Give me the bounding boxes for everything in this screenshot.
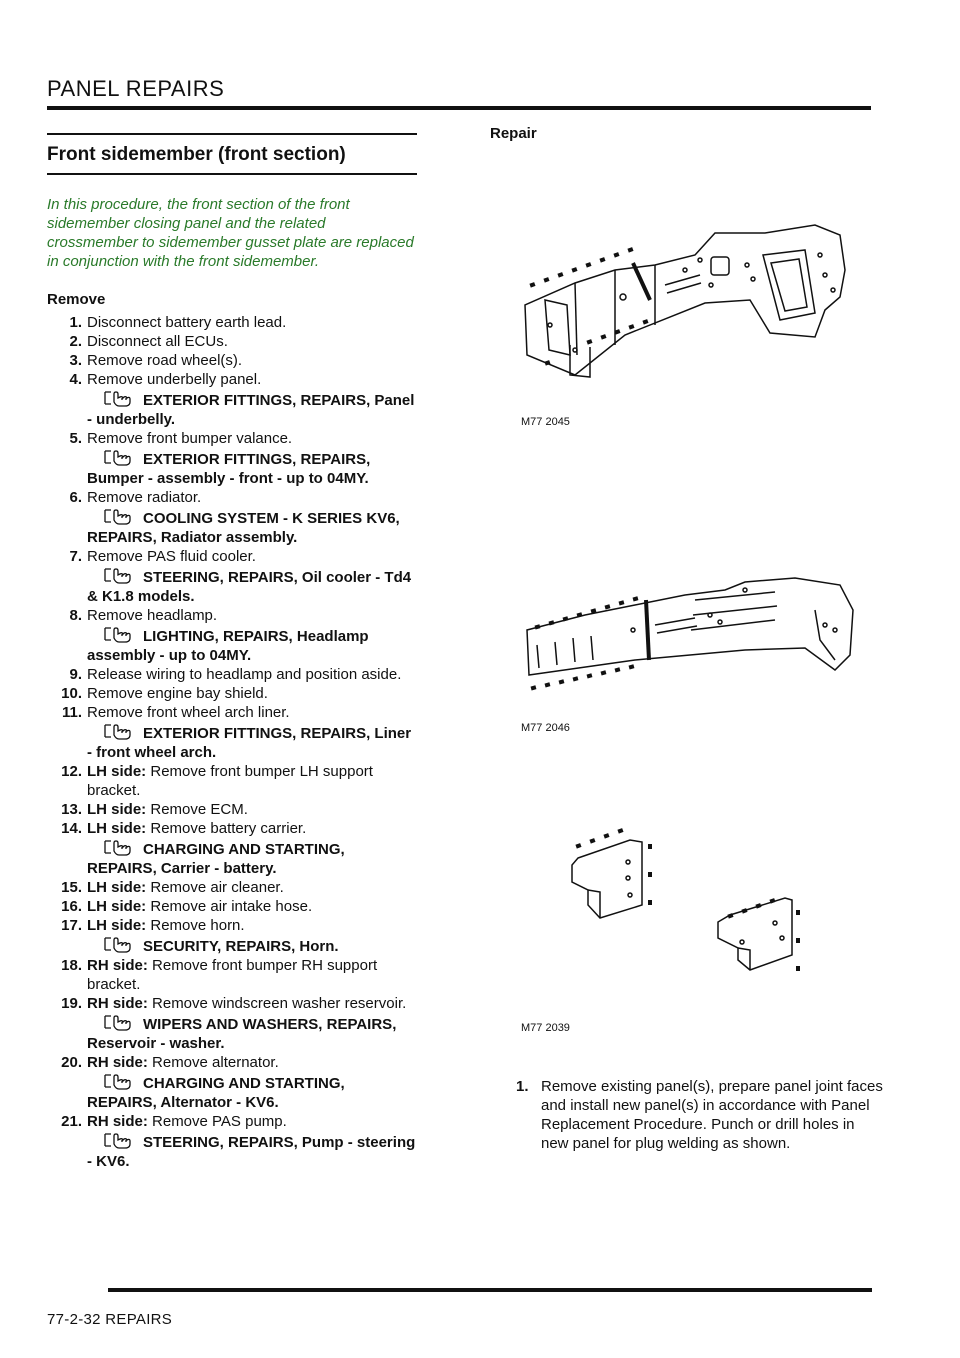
remove-step: [47, 547, 417, 566]
cross-reference-text: EXTERIOR FITTINGS, REPAIRS, Liner - front wheel arch.: [87, 725, 412, 761]
cross-reference-link[interactable]: [47, 838, 417, 878]
remove-step: [47, 878, 417, 897]
step-text: Remove front bumper valance.: [87, 430, 293, 447]
step-number: 3.: [69, 352, 82, 369]
cross-reference-link[interactable]: [47, 389, 417, 429]
step-number: 6.: [69, 489, 82, 506]
remove-step: [47, 684, 417, 703]
remove-step: [47, 429, 417, 448]
step-number: 16.: [61, 898, 82, 915]
cross-reference-link[interactable]: [47, 507, 417, 547]
remove-step: [47, 956, 417, 994]
page-footer: 77-2-32 REPAIRS: [47, 1311, 173, 1328]
cross-reference-text: COOLING SYSTEM - K SERIES KV6, REPAIRS, Radiator assembly.: [87, 510, 400, 546]
remove-step: [47, 351, 417, 370]
pointing-hand-icon: [103, 838, 135, 856]
step-text: Remove windscreen washer reservoir.: [152, 995, 407, 1012]
section-rule-top: [47, 133, 417, 135]
step-text: Remove front wheel arch liner.: [87, 704, 290, 721]
step-text: Disconnect battery earth lead.: [87, 314, 287, 331]
remove-step: [47, 665, 417, 684]
sidemember-figure-illustration: [515, 215, 855, 385]
pointing-hand-icon: [103, 507, 135, 525]
cross-reference-text: STEERING, REPAIRS, Oil cooler - Td4 & K1.8 models.: [87, 569, 412, 605]
step-text: Remove front bumper RH support bracket.: [87, 957, 378, 993]
header-rule: [47, 106, 871, 110]
cross-reference-text: EXTERIOR FITTINGS, REPAIRS, Bumper - assembly - front - up to 04MY.: [87, 451, 371, 487]
remove-step: [47, 819, 417, 838]
cross-reference-link[interactable]: [47, 1072, 417, 1112]
cross-reference-text: CHARGING AND STARTING, REPAIRS, Alternator - KV6.: [87, 1075, 345, 1111]
pointing-hand-icon: [103, 566, 135, 584]
remove-steps-list: [47, 313, 417, 1171]
step-text: Remove battery carrier.: [150, 820, 307, 837]
step-side-label: LH side:: [87, 820, 147, 837]
cross-reference-text: EXTERIOR FITTINGS, REPAIRS, Panel - underbelly.: [87, 392, 415, 428]
remove-step: [47, 994, 417, 1013]
pointing-hand-icon: [103, 722, 135, 740]
section-rule-bottom: [47, 173, 417, 175]
step-number: 13.: [61, 801, 82, 818]
remove-step: [47, 370, 417, 389]
step-number: 11.: [61, 704, 82, 721]
step-number: 1.: [516, 1078, 529, 1095]
step-side-label: RH side:: [87, 1054, 148, 1071]
step-side-label: LH side:: [87, 917, 147, 934]
remove-step: [47, 800, 417, 819]
step-number: 2.: [69, 333, 82, 350]
weld-marks-closing: [531, 596, 639, 690]
cross-reference-link[interactable]: [47, 935, 417, 956]
step-number: 19.: [61, 995, 82, 1012]
pointing-hand-icon: [103, 1072, 135, 1090]
step-text: Disconnect all ECUs.: [87, 333, 228, 350]
cross-reference-text: SECURITY, REPAIRS, Horn.: [143, 938, 339, 955]
weld-marks-top: [529, 247, 648, 365]
step-number: 14.: [61, 820, 82, 837]
step-text: Remove headlamp.: [87, 607, 218, 624]
remove-heading: Remove: [47, 291, 106, 308]
cross-reference-link[interactable]: [47, 448, 417, 488]
step-side-label: LH side:: [87, 879, 147, 896]
step-number: 20.: [61, 1054, 82, 1071]
cross-reference-text: WIPERS AND WASHERS, REPAIRS, Reservoir - washer.: [87, 1016, 397, 1052]
cross-reference-link[interactable]: [47, 566, 417, 606]
step-text: Remove PAS pump.: [152, 1113, 287, 1130]
closing-panel-figure-illustration: [515, 570, 855, 700]
step-number: 8.: [69, 607, 82, 624]
remove-step: [47, 897, 417, 916]
remove-step: [47, 762, 417, 800]
step-text: Remove alternator.: [152, 1054, 279, 1071]
step-number: 12.: [61, 763, 82, 780]
remove-step: [47, 1112, 417, 1131]
remove-step: [47, 332, 417, 351]
step-side-label: LH side:: [87, 801, 147, 818]
step-side-label: RH side:: [87, 995, 148, 1012]
figure-label: M77 2046: [521, 722, 570, 734]
pointing-hand-icon: [103, 935, 135, 953]
remove-step: [47, 488, 417, 507]
step-number: 4.: [69, 371, 82, 388]
step-text: Remove front bumper LH support bracket.: [87, 763, 373, 799]
step-number: 7.: [69, 548, 82, 565]
gusset-plate-figure-illustration: [560, 820, 820, 990]
cross-reference-link[interactable]: [47, 722, 417, 762]
step-side-label: LH side:: [87, 763, 147, 780]
step-text: Remove engine bay shield.: [87, 685, 268, 702]
cross-reference-text: CHARGING AND STARTING, REPAIRS, Carrier - battery.: [87, 841, 345, 877]
remove-step: [47, 313, 417, 332]
footer-rule: [108, 1288, 872, 1292]
step-side-label: LH side:: [87, 898, 147, 915]
cross-reference-text: LIGHTING, REPAIRS, Headlamp assembly - up to 04MY.: [87, 628, 369, 664]
step-number: 21.: [61, 1113, 82, 1130]
step-number: 1.: [69, 314, 82, 331]
step-number: 10.: [61, 685, 82, 702]
step-text: Remove air intake hose.: [150, 898, 313, 915]
step-text: Remove road wheel(s).: [87, 352, 243, 369]
cross-reference-text: STEERING, REPAIRS, Pump - steering - KV6.: [87, 1134, 416, 1170]
page-title: PANEL REPAIRS: [47, 76, 225, 101]
step-text: Remove PAS fluid cooler.: [87, 548, 256, 565]
pointing-hand-icon: [103, 1013, 135, 1031]
weld-marks-gusset: [575, 828, 800, 971]
pointing-hand-icon: [103, 389, 135, 407]
step-text: Remove radiator.: [87, 489, 202, 506]
step-number: 9.: [69, 666, 82, 683]
step-text: Remove horn.: [150, 917, 245, 934]
cross-reference-link[interactable]: [47, 1131, 417, 1171]
step-text: Remove air cleaner.: [150, 879, 284, 896]
step-text: Remove ECM.: [150, 801, 248, 818]
figure-label: M77 2045: [521, 416, 570, 428]
step-side-label: RH side:: [87, 1113, 148, 1130]
repair-heading: Repair: [490, 125, 537, 142]
remove-step: [47, 1053, 417, 1072]
cross-reference-link[interactable]: [47, 1013, 417, 1053]
cross-reference-link[interactable]: [47, 625, 417, 665]
section-intro: In this procedure, the front section of the front sidemember closing panel and the related crossmember to sidemember gusset plate are replaced in conjunction with the front sidemember.: [47, 196, 414, 270]
step-number: 5.: [69, 430, 82, 447]
step-text: Remove existing panel(s), prepare panel joint faces and install new panel(s) in accordance with Panel Replacement Procedure. Punch or drill holes in new panel for plug welding as shown.: [541, 1078, 883, 1152]
figure-label: M77 2039: [521, 1022, 570, 1034]
step-text: Release wiring to headlamp and position aside.: [87, 666, 402, 683]
pointing-hand-icon: [103, 1131, 135, 1149]
remove-step: [47, 916, 417, 935]
step-number: 18.: [61, 957, 82, 974]
step-number: 17.: [61, 917, 82, 934]
repair-step: [516, 1077, 886, 1153]
section-title: Front sidemember (front section): [47, 144, 346, 165]
pointing-hand-icon: [103, 625, 135, 643]
step-number: 15.: [61, 879, 82, 896]
step-text: Remove underbelly panel.: [87, 371, 262, 388]
step-side-label: RH side:: [87, 957, 148, 974]
remove-step: [47, 703, 417, 722]
remove-step: [47, 606, 417, 625]
pointing-hand-icon: [103, 448, 135, 466]
